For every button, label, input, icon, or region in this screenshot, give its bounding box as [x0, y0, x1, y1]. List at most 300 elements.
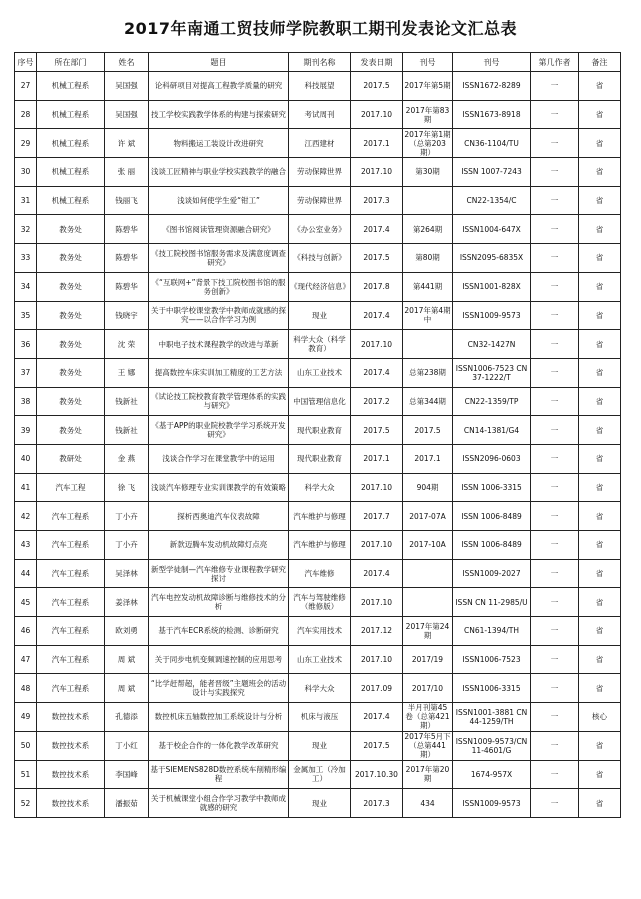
cell-col-title: 数控机床五轴数控加工系统设计与分析 [149, 703, 289, 732]
cell-col-department: 机械工程系 [37, 186, 105, 215]
cell-col-date: 2017.10 [351, 158, 403, 187]
cell-col-department: 数控技术系 [37, 731, 105, 760]
cell-col-note: 省 [579, 186, 621, 215]
cell-col-issue: 2017年第4期中 [403, 301, 453, 330]
cell-col-name: 徐 飞 [105, 473, 149, 502]
cell-col-author-rank: 一 [531, 645, 579, 674]
cell-col-author-rank: 一 [531, 703, 579, 732]
cell-col-author-rank: 一 [531, 215, 579, 244]
cell-col-note: 省 [579, 731, 621, 760]
cell-col-journal: 《现代经济信息》 [289, 272, 351, 301]
cell-col-author-rank: 一 [531, 444, 579, 473]
cell-col-author-rank: 一 [531, 588, 579, 617]
table-row [15, 72, 621, 101]
cell-col-date: 2017.12 [351, 617, 403, 646]
cell-col-issn: ISSN2095-6835X [453, 244, 531, 273]
cell-col-index: 30 [15, 158, 37, 187]
cell-col-name: 欧刘勇 [105, 617, 149, 646]
header-col-issue: 刊号 [403, 53, 453, 72]
cell-col-department: 教研处 [37, 444, 105, 473]
cell-col-department: 机械工程系 [37, 72, 105, 101]
cell-col-name: 许 斌 [105, 129, 149, 158]
cell-col-name: 钱新社 [105, 387, 149, 416]
table-row [15, 444, 621, 473]
cell-col-author-rank: 一 [531, 272, 579, 301]
cell-col-note: 省 [579, 158, 621, 187]
cell-col-journal: 现业 [289, 301, 351, 330]
cell-col-author-rank: 一 [531, 559, 579, 588]
cell-col-issn: ISSN1004-647X [453, 215, 531, 244]
cell-col-author-rank: 一 [531, 531, 579, 560]
cell-col-title: 《技工院校图书馆服务需求及满意度调查研究》 [149, 244, 289, 273]
cell-col-title: 物料搬运工装设计改进研究 [149, 129, 289, 158]
cell-col-journal: 中国管理信息化 [289, 387, 351, 416]
cell-col-title: 浅谈如何使学生爱“钳工” [149, 186, 289, 215]
cell-col-issn: ISSN1001-3881 CN44-1259/TH [453, 703, 531, 732]
cell-col-note: 省 [579, 358, 621, 387]
cell-col-note: 省 [579, 674, 621, 703]
table-row [15, 731, 621, 760]
cell-col-name: 吴国强 [105, 72, 149, 101]
cell-col-journal: 现代职业教育 [289, 416, 351, 445]
cell-col-issue [403, 559, 453, 588]
cell-col-name: 王 娜 [105, 358, 149, 387]
cell-col-date: 2017.4 [351, 301, 403, 330]
cell-col-index: 48 [15, 674, 37, 703]
cell-col-date: 2017.09 [351, 674, 403, 703]
cell-col-journal: 现业 [289, 731, 351, 760]
cell-col-date: 2017.10.30 [351, 760, 403, 789]
header-col-name: 姓名 [105, 53, 149, 72]
cell-col-title: 中职电子技术课程教学的改进与革新 [149, 330, 289, 359]
cell-col-index: 32 [15, 215, 37, 244]
cell-col-note: 省 [579, 645, 621, 674]
cell-col-date: 2017.10 [351, 100, 403, 129]
table-row [15, 215, 621, 244]
cell-col-issn: ISSN1001-828X [453, 272, 531, 301]
cell-col-journal: 科学大众（科学教育） [289, 330, 351, 359]
cell-col-department: 汽车工程 [37, 473, 105, 502]
cell-col-issue [403, 330, 453, 359]
cell-col-author-rank: 一 [531, 617, 579, 646]
table-row [15, 100, 621, 129]
cell-col-issn: ISSN1006-7523 CN37-1222/T [453, 358, 531, 387]
cell-col-date: 2017.1 [351, 129, 403, 158]
cell-col-issn: ISSN 1006-8489 [453, 531, 531, 560]
cell-col-name: 吴国强 [105, 100, 149, 129]
cell-col-department: 数控技术系 [37, 703, 105, 732]
cell-col-issn: CN22-1354/C [453, 186, 531, 215]
cell-col-note: 省 [579, 72, 621, 101]
header-col-note: 备注 [579, 53, 621, 72]
cell-col-journal: 现业 [289, 789, 351, 818]
cell-col-title: 《试论技工院校教育教学管理体系的实践与研究》 [149, 387, 289, 416]
cell-col-title: 浅谈汽车修理专业实训课教学的有效策略 [149, 473, 289, 502]
cell-col-name: 丁小卉 [105, 531, 149, 560]
cell-col-issue: 第80期 [403, 244, 453, 273]
cell-col-issue: 904期 [403, 473, 453, 502]
cell-col-date: 2017.1 [351, 444, 403, 473]
cell-col-name: 张 丽 [105, 158, 149, 187]
table-row [15, 559, 621, 588]
cell-col-issue: 第30期 [403, 158, 453, 187]
cell-col-issn: ISSN2096-0603 [453, 444, 531, 473]
cell-col-name: 潘振茹 [105, 789, 149, 818]
cell-col-name: 钱丽飞 [105, 186, 149, 215]
cell-col-issue: 第441期 [403, 272, 453, 301]
cell-col-note: 省 [579, 617, 621, 646]
cell-col-title: 关于中职学校课堂教学中教师成就感的探究——以合作学习为例 [149, 301, 289, 330]
cell-col-author-rank: 一 [531, 760, 579, 789]
cell-col-issn: ISSN 1006-3315 [453, 473, 531, 502]
cell-col-journal: 汽车实用技术 [289, 617, 351, 646]
cell-col-index: 38 [15, 387, 37, 416]
cell-col-department: 教务处 [37, 215, 105, 244]
cell-col-index: 31 [15, 186, 37, 215]
cell-col-name: 陈碧华 [105, 272, 149, 301]
cell-col-issn: ISSN1009-9573/CN11-4601/G [453, 731, 531, 760]
header-col-author-rank: 第几作者 [531, 53, 579, 72]
cell-col-index: 33 [15, 244, 37, 273]
cell-col-issue: 2017-07A [403, 502, 453, 531]
cell-col-index: 44 [15, 559, 37, 588]
cell-col-department: 汽车工程系 [37, 531, 105, 560]
cell-col-issue: 2017年第5期 [403, 72, 453, 101]
cell-col-author-rank: 一 [531, 244, 579, 273]
cell-col-department: 教务处 [37, 244, 105, 273]
cell-col-journal: 《科技与创新》 [289, 244, 351, 273]
cell-col-issue: 2017年第20期 [403, 760, 453, 789]
cell-col-date: 2017.8 [351, 272, 403, 301]
cell-col-note: 省 [579, 502, 621, 531]
cell-col-name: 孔德添 [105, 703, 149, 732]
cell-col-title: 探析西奥迪汽车仪表故障 [149, 502, 289, 531]
cell-col-note: 省 [579, 531, 621, 560]
cell-col-issn: CN22-1359/TP [453, 387, 531, 416]
cell-col-title: 提高数控车床实训加工精度的工艺方法 [149, 358, 289, 387]
cell-col-title: 汽车电控发动机故障诊断与维修技术的分析 [149, 588, 289, 617]
table-row [15, 416, 621, 445]
table-row [15, 674, 621, 703]
header-col-department: 所在部门 [37, 53, 105, 72]
cell-col-index: 49 [15, 703, 37, 732]
cell-col-author-rank: 一 [531, 789, 579, 818]
cell-col-index: 43 [15, 531, 37, 560]
cell-col-author-rank: 一 [531, 473, 579, 502]
cell-col-index: 47 [15, 645, 37, 674]
cell-col-index: 42 [15, 502, 37, 531]
cell-col-date: 2017.3 [351, 789, 403, 818]
cell-col-issue: 434 [403, 789, 453, 818]
table-row [15, 158, 621, 187]
cell-col-author-rank: 一 [531, 358, 579, 387]
table-row [15, 531, 621, 560]
cell-col-title: 基于校企合作的一体化教学改革研究 [149, 731, 289, 760]
cell-col-issue: 总第344期 [403, 387, 453, 416]
cell-col-name: 陈碧华 [105, 215, 149, 244]
cell-col-note: 省 [579, 559, 621, 588]
cell-col-journal: 山东工业技术 [289, 645, 351, 674]
cell-col-issue: 2017年第83期 [403, 100, 453, 129]
cell-col-note: 省 [579, 215, 621, 244]
cell-col-department: 汽车工程系 [37, 502, 105, 531]
table-row [15, 301, 621, 330]
table-row [15, 272, 621, 301]
cell-col-title: 浅谈工匠精神与职业学校实践教学的融合 [149, 158, 289, 187]
table-body [15, 72, 621, 818]
header-col-date: 发表日期 [351, 53, 403, 72]
cell-col-journal: 劳动保障世界 [289, 186, 351, 215]
cell-col-author-rank: 一 [531, 186, 579, 215]
cell-col-department: 教务处 [37, 358, 105, 387]
header-col-title: 题目 [149, 53, 289, 72]
publication-table [14, 52, 621, 818]
cell-col-department: 教务处 [37, 301, 105, 330]
cell-col-title: 论科研项目对提高工程教学质量的研究 [149, 72, 289, 101]
cell-col-department: 汽车工程系 [37, 617, 105, 646]
cell-col-issn: ISSN1673-8918 [453, 100, 531, 129]
cell-col-journal: 机床与液压 [289, 703, 351, 732]
cell-col-journal: 汽车维修 [289, 559, 351, 588]
cell-col-issn: CN32-1427N [453, 330, 531, 359]
cell-col-issue: 第264期 [403, 215, 453, 244]
cell-col-note: 省 [579, 387, 621, 416]
cell-col-index: 45 [15, 588, 37, 617]
cell-col-title: 新款迈腾车发动机故障灯点亮 [149, 531, 289, 560]
cell-col-index: 37 [15, 358, 37, 387]
cell-col-name: 金 燕 [105, 444, 149, 473]
cell-col-index: 36 [15, 330, 37, 359]
cell-col-index: 35 [15, 301, 37, 330]
cell-col-department: 教务处 [37, 416, 105, 445]
cell-col-note: 省 [579, 129, 621, 158]
cell-col-index: 29 [15, 129, 37, 158]
table-row [15, 588, 621, 617]
cell-col-name: 沈 荣 [105, 330, 149, 359]
cell-col-note: 省 [579, 330, 621, 359]
cell-col-department: 机械工程系 [37, 129, 105, 158]
table-row [15, 703, 621, 732]
cell-col-journal: 汽车维护与修理 [289, 502, 351, 531]
cell-col-journal: 《办公室业务》 [289, 215, 351, 244]
cell-col-note: 省 [579, 588, 621, 617]
table-row [15, 387, 621, 416]
cell-col-date: 2017.5 [351, 731, 403, 760]
table-row [15, 502, 621, 531]
cell-col-index: 41 [15, 473, 37, 502]
cell-col-issn: ISSN1006-7523 [453, 645, 531, 674]
cell-col-issue: 2017.5 [403, 416, 453, 445]
cell-col-title: “比学赶帮超，能者晋级”主题班会的活动设计与实践探究 [149, 674, 289, 703]
cell-col-issn: ISSN1009-9573 [453, 789, 531, 818]
cell-col-journal: 汽车维护与修理 [289, 531, 351, 560]
cell-col-date: 2017.10 [351, 645, 403, 674]
cell-col-index: 27 [15, 72, 37, 101]
cell-col-index: 50 [15, 731, 37, 760]
cell-col-issn: CN61-1394/TH [453, 617, 531, 646]
cell-col-name: 吴泽林 [105, 559, 149, 588]
cell-col-note: 省 [579, 789, 621, 818]
table-row [15, 330, 621, 359]
cell-col-name: 钱晓宇 [105, 301, 149, 330]
cell-col-department: 教务处 [37, 387, 105, 416]
cell-col-date: 2017.2 [351, 387, 403, 416]
cell-col-title: 《“互联网+”背景下技工院校图书馆的服务创新》 [149, 272, 289, 301]
cell-col-issn: ISSN1006-3315 [453, 674, 531, 703]
cell-col-journal: 劳动保障世界 [289, 158, 351, 187]
header-col-journal: 期刊名称 [289, 53, 351, 72]
cell-col-issn: ISSN1009-9573 [453, 301, 531, 330]
cell-col-issn: ISSN 1007-7243 [453, 158, 531, 187]
cell-col-name: 周 斌 [105, 674, 149, 703]
table-row [15, 617, 621, 646]
cell-col-issue: 2017.1 [403, 444, 453, 473]
cell-col-date: 2017.7 [351, 502, 403, 531]
cell-col-issn: ISSN1009-2027 [453, 559, 531, 588]
cell-col-name: 丁小卉 [105, 502, 149, 531]
table-row [15, 186, 621, 215]
cell-col-note: 省 [579, 416, 621, 445]
cell-col-journal: 现代职业教育 [289, 444, 351, 473]
cell-col-journal: 考试周刊 [289, 100, 351, 129]
cell-col-name: 陈碧华 [105, 244, 149, 273]
table-row [15, 473, 621, 502]
cell-col-author-rank: 一 [531, 674, 579, 703]
cell-col-index: 52 [15, 789, 37, 818]
cell-col-author-rank: 一 [531, 387, 579, 416]
cell-col-index: 34 [15, 272, 37, 301]
cell-col-date: 2017.4 [351, 215, 403, 244]
cell-col-issue: 2017/19 [403, 645, 453, 674]
cell-col-note: 省 [579, 444, 621, 473]
cell-col-issue: 半月刊第45卷（总第421期） [403, 703, 453, 732]
page-title: 2017年南通工贸技师学院教职工期刊发表论文汇总表 [123, 19, 518, 38]
cell-col-author-rank: 一 [531, 100, 579, 129]
header-col-index: 序号 [15, 53, 37, 72]
cell-col-date: 2017.4 [351, 703, 403, 732]
cell-col-department: 汽车工程系 [37, 645, 105, 674]
cell-col-index: 46 [15, 617, 37, 646]
cell-col-index: 39 [15, 416, 37, 445]
table-row [15, 789, 621, 818]
cell-col-department: 数控技术系 [37, 789, 105, 818]
cell-col-author-rank: 一 [531, 416, 579, 445]
cell-col-note: 省 [579, 244, 621, 273]
cell-col-issn: ISSN CN 11-2985/U [453, 588, 531, 617]
cell-col-issue: 总第238期 [403, 358, 453, 387]
cell-col-date: 2017.4 [351, 559, 403, 588]
table-row [15, 244, 621, 273]
cell-col-issn: ISSN1672-8289 [453, 72, 531, 101]
cell-col-title: 浅谈合作学习在课堂教学中的运用 [149, 444, 289, 473]
cell-col-index: 28 [15, 100, 37, 129]
cell-col-journal: 金属加工（冷加工） [289, 760, 351, 789]
cell-col-date: 2017.3 [351, 186, 403, 215]
cell-col-department: 汽车工程系 [37, 559, 105, 588]
cell-col-date: 2017.4 [351, 358, 403, 387]
cell-col-department: 机械工程系 [37, 158, 105, 187]
cell-col-issn: 1674-957X [453, 760, 531, 789]
table-header-row [15, 53, 621, 72]
cell-col-journal: 江西建材 [289, 129, 351, 158]
cell-col-issue [403, 186, 453, 215]
cell-col-issue: 2017-10A [403, 531, 453, 560]
cell-col-author-rank: 一 [531, 158, 579, 187]
cell-col-author-rank: 一 [531, 731, 579, 760]
cell-col-journal: 科学大众 [289, 674, 351, 703]
cell-col-issn: CN36-1104/TU [453, 129, 531, 158]
cell-col-title: 《基于APP的职业院校教学学习系统开发研究》 [149, 416, 289, 445]
cell-col-name: 李国峰 [105, 760, 149, 789]
cell-col-author-rank: 一 [531, 502, 579, 531]
cell-col-title: 《图书馆阅读管理资源融合研究》 [149, 215, 289, 244]
cell-col-author-rank: 一 [531, 330, 579, 359]
cell-col-date: 2017.10 [351, 588, 403, 617]
cell-col-department: 数控技术系 [37, 760, 105, 789]
cell-col-journal: 科学大众 [289, 473, 351, 502]
cell-col-date: 2017.5 [351, 72, 403, 101]
cell-col-author-rank: 一 [531, 72, 579, 101]
cell-col-name: 周 斌 [105, 645, 149, 674]
cell-col-journal: 山东工业技术 [289, 358, 351, 387]
cell-col-title: 基于汽车ECR系统的检测、诊断研究 [149, 617, 289, 646]
cell-col-date: 2017.5 [351, 244, 403, 273]
table-row [15, 760, 621, 789]
cell-col-title: 关于同步电机变频调速控制的应用思考 [149, 645, 289, 674]
cell-col-title: 新型学徒制—汽车维修专业课程教学研究探讨 [149, 559, 289, 588]
cell-col-issue: 2017年第24期 [403, 617, 453, 646]
cell-col-name: 钱新社 [105, 416, 149, 445]
cell-col-department: 机械工程系 [37, 100, 105, 129]
cell-col-index: 40 [15, 444, 37, 473]
table-row [15, 645, 621, 674]
cell-col-author-rank: 一 [531, 129, 579, 158]
cell-col-note: 省 [579, 100, 621, 129]
cell-col-issn: CN14-1381/G4 [453, 416, 531, 445]
cell-col-note: 省 [579, 473, 621, 502]
cell-col-journal: 汽车与驾驶维修（维修版） [289, 588, 351, 617]
table-row [15, 129, 621, 158]
cell-col-date: 2017.10 [351, 473, 403, 502]
cell-col-note: 省 [579, 301, 621, 330]
cell-col-issue [403, 588, 453, 617]
cell-col-department: 汽车工程系 [37, 674, 105, 703]
cell-col-department: 教务处 [37, 330, 105, 359]
header-col-issn: 刊号 [453, 53, 531, 72]
cell-col-date: 2017.5 [351, 416, 403, 445]
table-row [15, 358, 621, 387]
cell-col-date: 2017.10 [351, 330, 403, 359]
cell-col-name: 姜泽林 [105, 588, 149, 617]
cell-col-department: 汽车工程系 [37, 588, 105, 617]
cell-col-index: 51 [15, 760, 37, 789]
cell-col-title: 关于机械课堂小组合作学习教学中教师成就感的研究 [149, 789, 289, 818]
cell-col-issue: 2017/10 [403, 674, 453, 703]
cell-col-department: 教务处 [37, 272, 105, 301]
cell-col-issue: 2017年第1期（总第203期） [404, 129, 451, 157]
cell-col-note: 省 [579, 760, 621, 789]
cell-col-journal: 科技展望 [289, 72, 351, 101]
cell-col-note: 省 [579, 272, 621, 301]
cell-col-title: 技工学校实践教学体系的构建与探索研究 [149, 100, 289, 129]
cell-col-title: 基于SIEMENS828D数控系统车削精形编程 [149, 760, 289, 789]
cell-col-note: 核心 [579, 703, 621, 732]
cell-col-issue: 2017年5月下（总第441期） [404, 732, 451, 760]
cell-col-name: 丁小红 [105, 731, 149, 760]
cell-col-date: 2017.10 [351, 531, 403, 560]
cell-col-issn: ISSN 1006-8489 [453, 502, 531, 531]
cell-col-author-rank: 一 [531, 301, 579, 330]
